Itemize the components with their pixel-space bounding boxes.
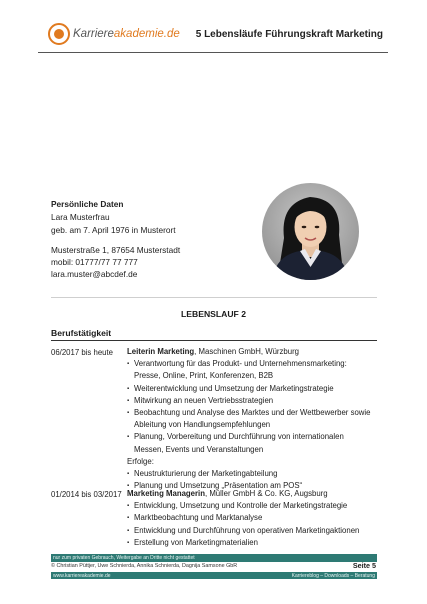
- job-title-line: [127, 346, 375, 358]
- list-item: ▪ Neustrukturierung der Marketingabteilung: [127, 468, 375, 480]
- job-company: , Maschinen GmbH, Würzburg: [194, 347, 300, 356]
- logo: [48, 22, 180, 46]
- street-address: Musterstraße 1, 87654 Musterstadt: [51, 245, 181, 255]
- cv-title: LEBENSLAUF 2: [181, 309, 246, 319]
- task-list: [127, 358, 375, 456]
- entry-date: 06/2017 bis heute: [51, 348, 113, 357]
- job-entry: [127, 346, 375, 492]
- footer-notice: nur zum privaten Gebrauch, Weitergabe an Dritte nicht gestattet: [53, 555, 195, 561]
- birth-info: geb. am 7. April 1976 in Musterort: [51, 225, 176, 235]
- logo-text: Karriereakademie.de: [73, 28, 180, 40]
- list-item: ▪ Entwicklung und Durchführung von operativen Marketingaktionen: [127, 525, 375, 537]
- entry-date: 01/2014 bis 03/2017: [51, 490, 122, 499]
- section-heading-rule: [51, 340, 377, 341]
- section-heading-berufstaetigkeit: Berufstätigkeit: [51, 328, 112, 338]
- list-item: ▪ Verantwortung für das Produkt- und Unternehmensmarketing: Presse, Online, Print, Konferenzen, B2B: [127, 358, 375, 382]
- header-divider: [38, 52, 388, 53]
- list-item: ▪ Mitwirkung an neuen Vertriebsstrategien: [127, 395, 375, 407]
- list-item: ▪ Erstellung von Marketingmaterialien: [127, 537, 375, 549]
- logo-mark-icon: [48, 23, 70, 45]
- page-number: Seite 5: [352, 561, 376, 570]
- job-position: Leiterin Marketing: [127, 347, 195, 356]
- job-position: Marketing Managerin: [127, 489, 205, 498]
- profile-photo: [262, 183, 359, 280]
- mobile-number: mobil: 01777/77 77 777: [51, 257, 138, 267]
- footer-copyright: © Christian Püttjer, Uwe Schnierda, Annika Schnierda, Dagnija Samsone GbR: [51, 563, 238, 569]
- footer-tagline: Karriereblog – Downloads – Beratung: [291, 572, 375, 579]
- job-entry: [127, 488, 375, 549]
- list-item: ▪ Entwicklung, Umsetzung und Kontrolle der Marketingstrategie: [127, 500, 375, 512]
- person-name: Lara Musterfrau: [51, 212, 110, 222]
- list-item: ▪ Planung, Vorbereitung und Durchführung von internationalen Messen, Events und Veranstaltungen: [127, 431, 375, 455]
- personal-data-heading: Persönliche Daten: [51, 199, 124, 209]
- job-title-line: [127, 488, 375, 500]
- list-item: ▪ Planung und Umsetzung „Präsentation am POS“: [127, 480, 375, 492]
- footer-links-bar: [51, 572, 377, 579]
- list-item: ▪ Beobachtung und Analyse des Marktes und der Wettbewerber sowie Ableitung von Handlungsempfehlungen: [127, 407, 375, 431]
- footer-notice-bar: [51, 554, 377, 562]
- document-title: 5 Lebensläufe Führungskraft Marketing: [195, 29, 383, 40]
- email-address[interactable]: lara.muster@abcdef.de: [51, 269, 138, 279]
- job-company: , Müller GmbH & Co. KG, Augsburg: [204, 489, 328, 498]
- task-list: [127, 500, 375, 549]
- list-item: ▪ Weiterentwicklung und Umsetzung der Marketingstrategie: [127, 383, 375, 395]
- section-divider: [51, 297, 377, 298]
- footer-website-link[interactable]: www.karriereakademie.de: [53, 572, 111, 579]
- list-item: ▪ Marktbeobachtung und Marktanalyse: [127, 512, 375, 524]
- success-label: Erfolge:: [127, 456, 154, 466]
